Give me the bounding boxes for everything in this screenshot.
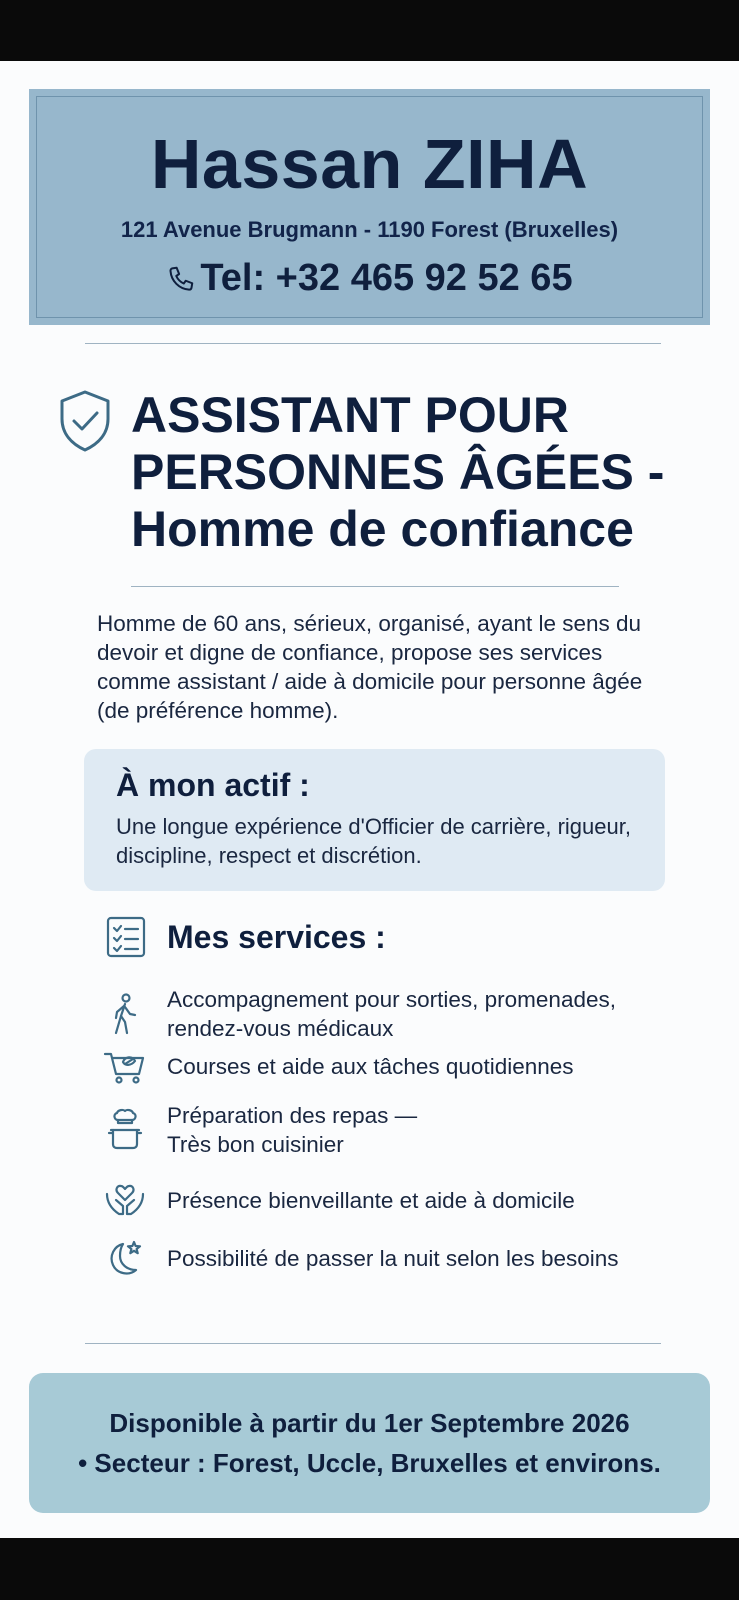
actif-box	[84, 749, 665, 891]
intro-paragraph: Homme de 60 ans, sérieux, organisé, ayant le sens du devoir et digne de confiance, propose ses services comme assistant / aide à domicile pour personne âgée (de préférence homme).	[97, 611, 643, 723]
person-name: Hassan ZIHA	[150, 125, 589, 203]
phone-line	[37, 257, 702, 300]
top-black-bar	[0, 0, 739, 61]
address: 121 Avenue Brugmann - 1190 Forest (Bruxelles)	[120, 217, 619, 242]
divider-title	[131, 586, 619, 587]
moon-star-icon	[100, 1233, 150, 1283]
service-item	[100, 1101, 700, 1159]
service-text: Accompagnement pour sorties, promenades, rendez-vous médicaux	[167, 987, 616, 1041]
service-text: Courses et aide aux tâches quotidiennes	[167, 1053, 574, 1079]
actif-title: À mon actif :	[116, 767, 310, 803]
services-title: Mes services :	[167, 918, 386, 955]
service-item	[100, 985, 700, 1043]
availability-box	[29, 1373, 710, 1513]
flyer	[0, 61, 739, 1538]
service-item	[100, 1233, 700, 1283]
checklist-icon	[105, 915, 147, 959]
main-title	[131, 387, 711, 558]
services-header	[105, 915, 386, 959]
shopping-cart-icon	[100, 1041, 150, 1091]
header-box	[29, 89, 710, 325]
title-line-2: PERSONNES ÂGÉES -	[131, 444, 665, 500]
shield-check-icon	[58, 389, 112, 453]
availability-date: Disponible à partir du 1er Septembre 2026	[109, 1408, 630, 1438]
title-line-1: ASSISTANT POUR	[131, 387, 569, 443]
service-item	[100, 1041, 700, 1091]
heart-hands-icon	[100, 1175, 150, 1225]
divider-top	[85, 343, 661, 344]
service-text: Possibilité de passer la nuit selon les besoins	[167, 1245, 619, 1271]
actif-text: Une longue expérience d'Officier de carrière, rigueur, discipline, respect et discrétion.	[116, 814, 631, 868]
bottom-black-bar	[0, 1538, 739, 1600]
divider-bottom	[85, 1343, 661, 1344]
header-inner-frame	[36, 96, 703, 318]
service-item	[100, 1175, 700, 1225]
phone-number: Tel: +32 465 92 52 65	[200, 257, 573, 299]
service-area: • Secteur : Forest, Uccle, Bruxelles et environs.	[78, 1448, 661, 1478]
walking-person-icon	[100, 989, 150, 1039]
service-text: Préparation des repas — Très bon cuisinier	[167, 1103, 418, 1157]
phone-icon	[166, 264, 196, 294]
title-line-3: Homme de confiance	[131, 501, 634, 557]
chef-pot-icon	[100, 1105, 150, 1155]
service-text: Présence bienveillante et aide à domicile	[167, 1187, 575, 1213]
